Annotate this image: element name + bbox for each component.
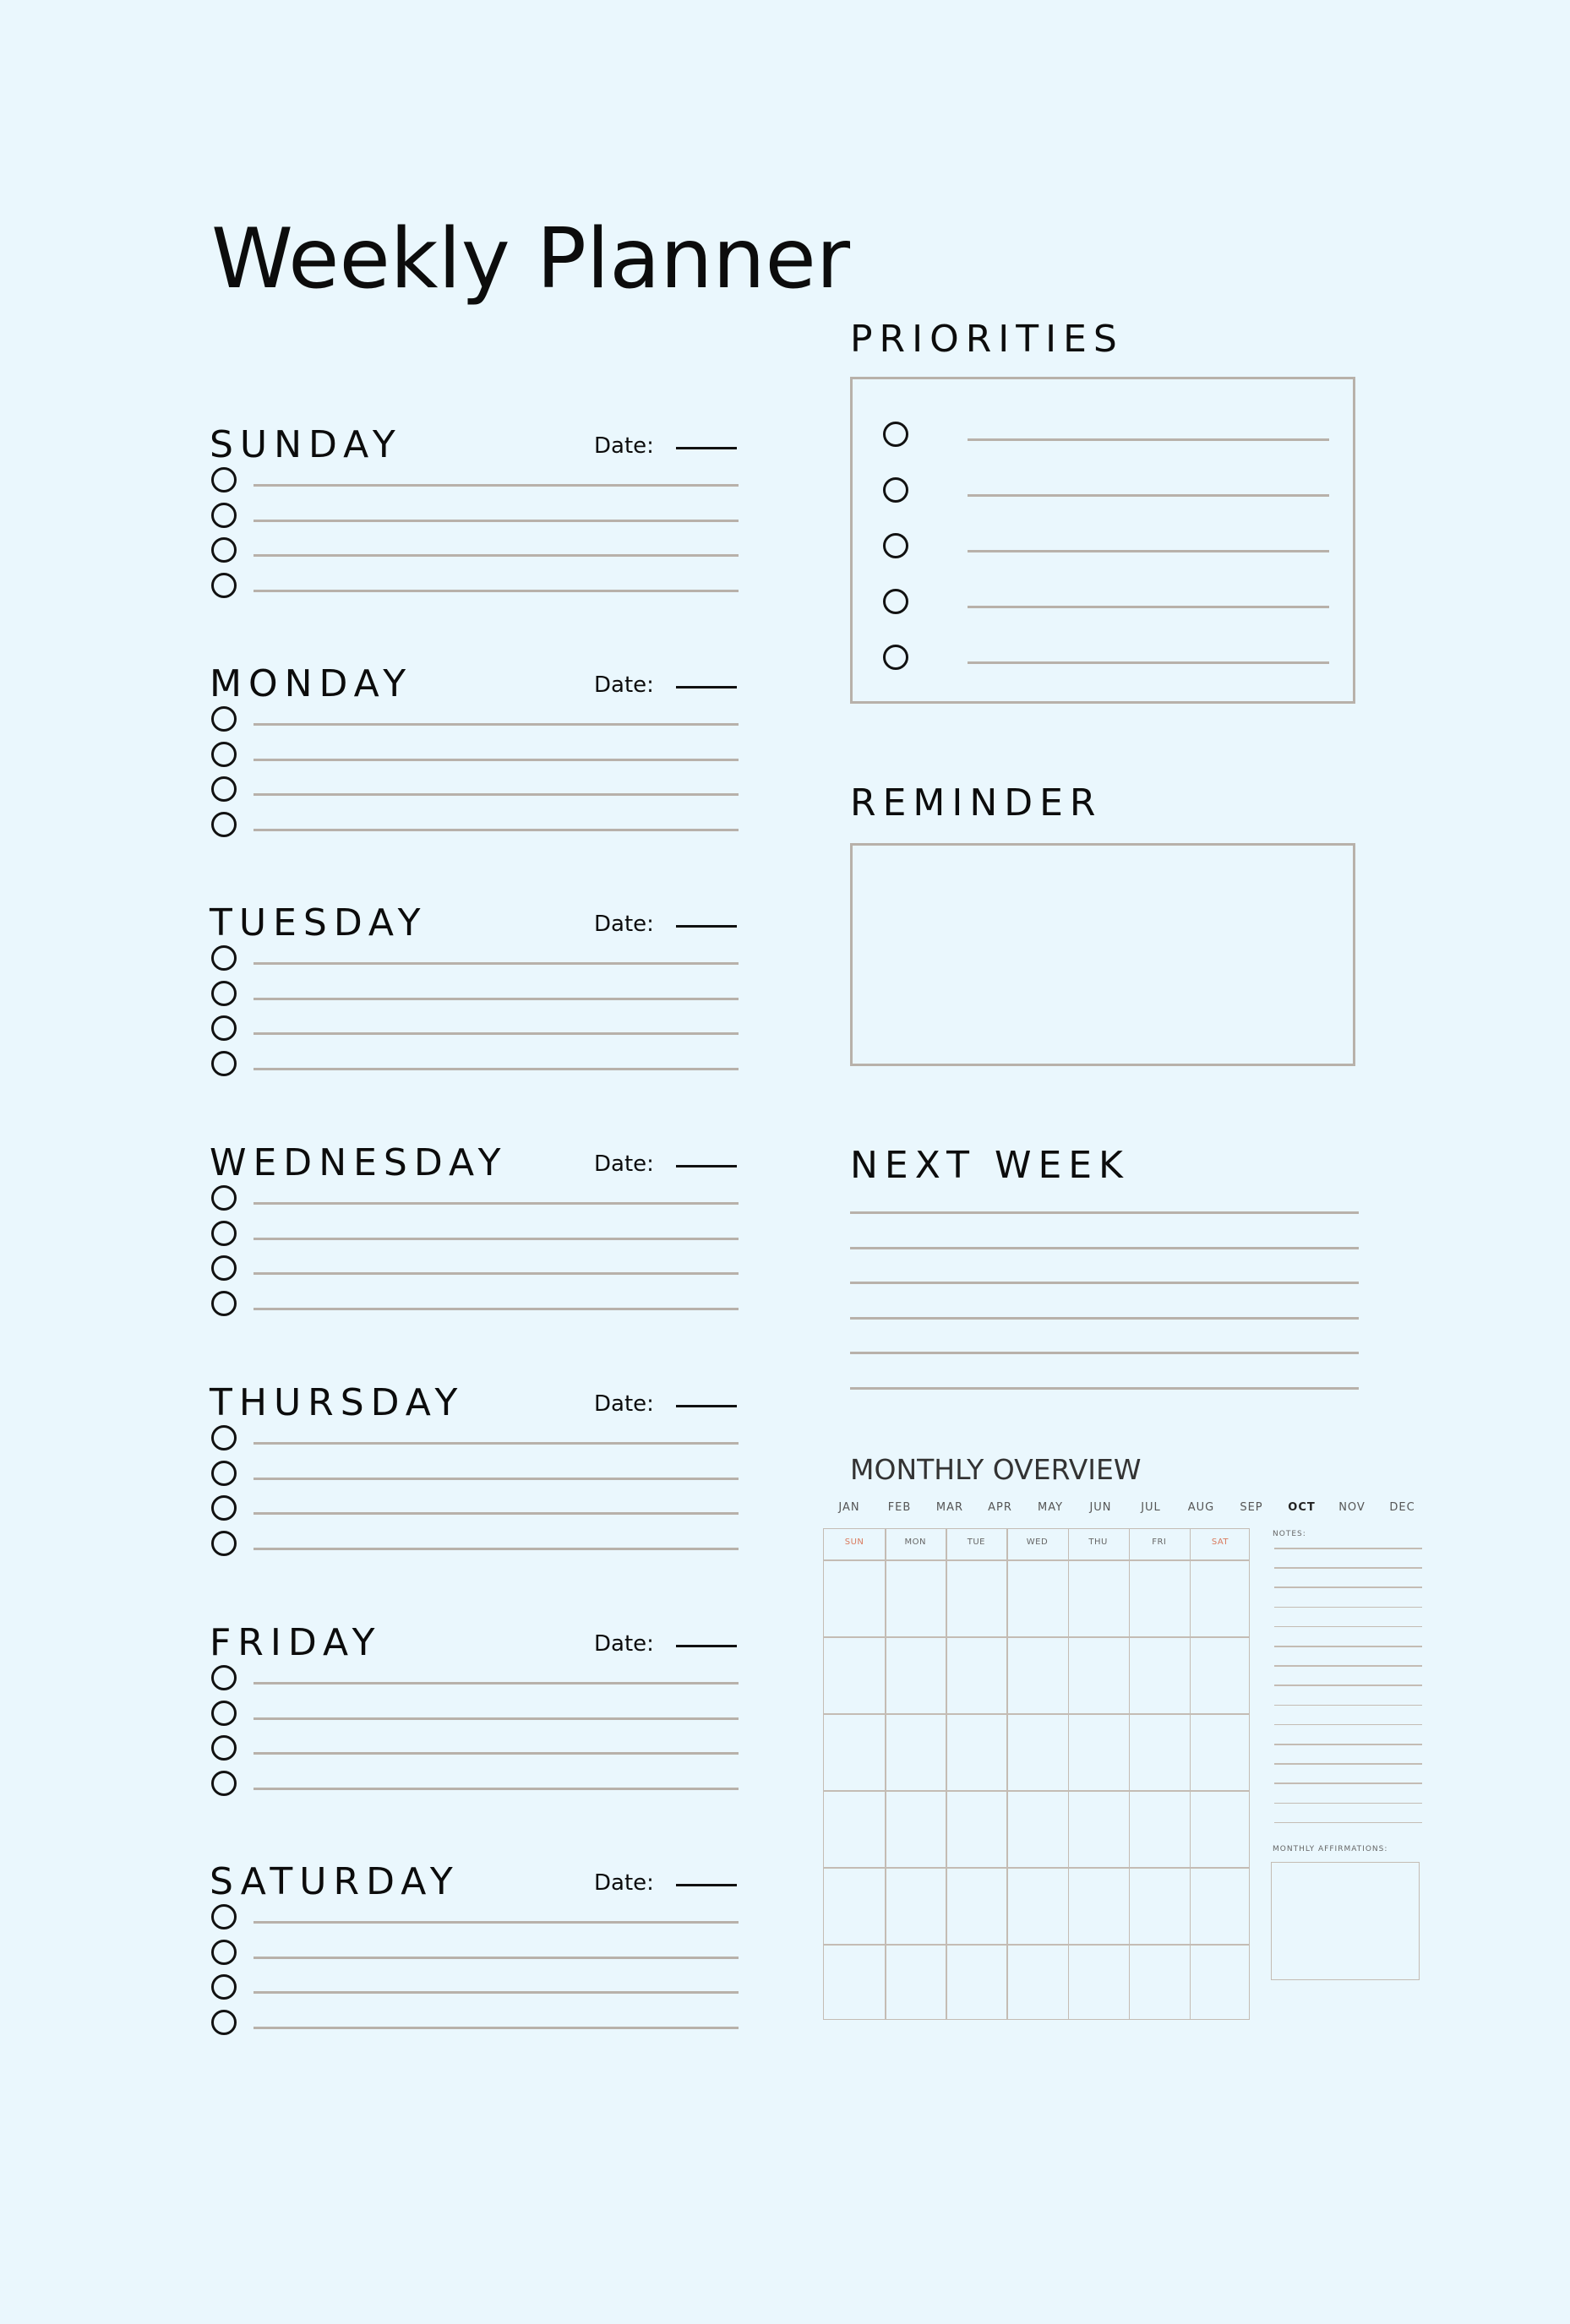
month-tab-aug[interactable]: AUG xyxy=(1187,1501,1215,1514)
affirmations-label: MONTHLY AFFIRMATIONS: xyxy=(1273,1845,1388,1853)
checkbox-circle-icon[interactable] xyxy=(883,422,908,447)
task-row xyxy=(210,1529,739,1556)
checkbox-circle-icon[interactable] xyxy=(883,589,908,614)
month-tab-oct[interactable]: OCT xyxy=(1288,1501,1316,1514)
grid-row-divider xyxy=(824,1559,1249,1561)
grid-row-divider xyxy=(824,1636,1249,1638)
priority-line[interactable] xyxy=(968,550,1329,552)
checkbox-circle-icon[interactable] xyxy=(211,1771,237,1796)
task-row xyxy=(210,775,739,802)
checkbox-circle-icon[interactable] xyxy=(211,812,237,837)
checkbox-circle-icon[interactable] xyxy=(211,1015,237,1041)
next-week-line[interactable] xyxy=(850,1211,1359,1214)
task-line[interactable] xyxy=(253,1068,739,1070)
date-input-line[interactable] xyxy=(676,1645,737,1647)
task-line[interactable] xyxy=(253,759,739,761)
task-row xyxy=(210,1769,739,1796)
task-row xyxy=(210,1254,739,1281)
date-input-line[interactable] xyxy=(676,686,737,688)
checkbox-circle-icon[interactable] xyxy=(211,1974,237,2000)
day-name: MONDAY xyxy=(210,662,413,705)
date-input-line[interactable] xyxy=(676,1165,737,1167)
note-line[interactable] xyxy=(1274,1646,1422,1647)
date-input-line[interactable] xyxy=(676,1884,737,1886)
affirmations-box[interactable] xyxy=(1271,1862,1420,1980)
priority-row xyxy=(883,587,1329,614)
date-label: Date: xyxy=(594,1870,654,1896)
day-section-sunday xyxy=(210,423,739,621)
grid-row-divider xyxy=(824,1944,1249,1946)
task-line[interactable] xyxy=(253,1512,739,1515)
date-input-line[interactable] xyxy=(676,447,737,449)
checkbox-circle-icon[interactable] xyxy=(211,537,237,563)
task-row xyxy=(210,1494,739,1521)
task-line[interactable] xyxy=(253,1442,739,1445)
next-week-line[interactable] xyxy=(850,1387,1359,1390)
checkbox-circle-icon[interactable] xyxy=(211,706,237,732)
checkbox-circle-icon[interactable] xyxy=(211,945,237,971)
date-label: Date: xyxy=(594,672,654,698)
priority-row xyxy=(883,476,1329,503)
checkbox-circle-icon[interactable] xyxy=(211,1221,237,1246)
task-row xyxy=(210,810,739,837)
checkbox-circle-icon[interactable] xyxy=(211,1940,237,1965)
grid-row-divider xyxy=(824,1790,1249,1792)
grid-column-divider xyxy=(1006,1529,1008,2019)
checkbox-circle-icon[interactable] xyxy=(211,1735,237,1761)
task-line[interactable] xyxy=(253,1032,739,1035)
task-row xyxy=(210,1938,739,1965)
checkbox-circle-icon[interactable] xyxy=(211,1185,237,1211)
task-line[interactable] xyxy=(253,1921,739,1924)
notes-label: NOTES: xyxy=(1273,1530,1306,1538)
weekday-label: SAT xyxy=(1211,1538,1229,1547)
day-name: SATURDAY xyxy=(210,1860,460,1903)
checkbox-circle-icon[interactable] xyxy=(211,573,237,598)
note-line[interactable] xyxy=(1274,1724,1422,1726)
priorities-box xyxy=(850,377,1355,704)
task-row xyxy=(210,1973,739,2000)
month-tab-jan[interactable]: JAN xyxy=(838,1501,860,1514)
checkbox-circle-icon[interactable] xyxy=(211,1255,237,1281)
checkbox-circle-icon[interactable] xyxy=(211,1701,237,1726)
checkbox-circle-icon[interactable] xyxy=(211,1665,237,1690)
reminder-title: REMINDER xyxy=(850,781,1103,825)
day-name: FRIDAY xyxy=(210,1621,382,1664)
note-line[interactable] xyxy=(1274,1744,1422,1745)
date-label: Date: xyxy=(594,433,654,459)
task-row xyxy=(210,1049,739,1076)
note-line[interactable] xyxy=(1274,1763,1422,1765)
priority-line[interactable] xyxy=(968,438,1329,441)
task-line[interactable] xyxy=(253,1991,739,1994)
task-line[interactable] xyxy=(253,998,739,1000)
task-row xyxy=(210,1423,739,1450)
task-line[interactable] xyxy=(253,1717,739,1720)
weekday-label: SUN xyxy=(844,1538,864,1547)
note-line[interactable] xyxy=(1274,1567,1422,1569)
task-row xyxy=(210,2008,739,2035)
monthly-overview-title: MONTHLY OVERVIEW xyxy=(850,1453,1142,1486)
next-week-line[interactable] xyxy=(850,1352,1359,1354)
task-row xyxy=(210,1699,739,1726)
task-row xyxy=(210,1733,739,1761)
task-line[interactable] xyxy=(253,793,739,796)
date-input-line[interactable] xyxy=(676,1405,737,1407)
task-row xyxy=(210,1902,739,1929)
month-tab-nov[interactable]: NOV xyxy=(1338,1501,1366,1514)
day-section-saturday xyxy=(210,1860,739,2058)
day-name: TUESDAY xyxy=(210,901,428,944)
checkbox-circle-icon[interactable] xyxy=(211,1461,237,1486)
task-row xyxy=(210,465,739,493)
task-row xyxy=(210,944,739,971)
day-section-wednesday xyxy=(210,1141,739,1339)
task-line[interactable] xyxy=(253,1478,739,1480)
month-tab-dec[interactable]: DEC xyxy=(1389,1501,1415,1514)
weekday-label: THU xyxy=(1088,1538,1108,1547)
note-line[interactable] xyxy=(1274,1705,1422,1706)
priorities-title: PRIORITIES xyxy=(850,318,1124,361)
date-label: Date: xyxy=(594,1151,654,1177)
weekday-label: TUE xyxy=(967,1538,985,1547)
task-row xyxy=(210,705,739,732)
weekday-label: FRI xyxy=(1152,1538,1167,1547)
monthly-calendar-grid xyxy=(823,1528,1250,2020)
task-row xyxy=(210,1219,739,1246)
checkbox-circle-icon[interactable] xyxy=(211,981,237,1006)
day-section-monday xyxy=(210,662,739,860)
checkbox-circle-icon[interactable] xyxy=(883,533,908,558)
note-line[interactable] xyxy=(1274,1607,1422,1608)
task-row xyxy=(210,1289,739,1316)
priority-row xyxy=(883,643,1329,670)
checkbox-circle-icon[interactable] xyxy=(211,776,237,802)
checkbox-circle-icon[interactable] xyxy=(211,467,237,493)
task-line[interactable] xyxy=(253,554,739,557)
date-label: Date: xyxy=(594,1391,654,1417)
task-row xyxy=(210,1014,739,1041)
task-row xyxy=(210,501,739,528)
next-week-line[interactable] xyxy=(850,1317,1359,1320)
note-line[interactable] xyxy=(1274,1665,1422,1667)
note-line[interactable] xyxy=(1274,1626,1422,1628)
next-week-line[interactable] xyxy=(850,1247,1359,1249)
note-line[interactable] xyxy=(1274,1587,1422,1588)
note-line[interactable] xyxy=(1274,1803,1422,1804)
weekday-label: MON xyxy=(904,1538,926,1547)
reminder-box[interactable] xyxy=(850,843,1355,1066)
checkbox-circle-icon[interactable] xyxy=(211,2010,237,2035)
date-label: Date: xyxy=(594,1631,654,1657)
task-line[interactable] xyxy=(253,1202,739,1205)
day-section-tuesday xyxy=(210,901,739,1099)
priority-line[interactable] xyxy=(968,661,1329,664)
task-row xyxy=(210,979,739,1006)
grid-column-divider xyxy=(1068,1529,1070,2019)
task-line[interactable] xyxy=(253,723,739,726)
date-label: Date: xyxy=(594,912,654,937)
task-row xyxy=(210,571,739,598)
note-line[interactable] xyxy=(1274,1684,1422,1686)
day-name: THURSDAY xyxy=(210,1381,465,1424)
month-tab-sep[interactable]: SEP xyxy=(1240,1501,1263,1514)
page-title: Weekly Planner xyxy=(211,211,851,308)
task-line[interactable] xyxy=(253,829,739,831)
next-week-line[interactable] xyxy=(850,1282,1359,1284)
note-line[interactable] xyxy=(1274,1782,1422,1784)
next-week-title: NEXT WEEK xyxy=(850,1144,1130,1187)
task-line[interactable] xyxy=(253,1238,739,1240)
task-row xyxy=(210,536,739,563)
checkbox-circle-icon[interactable] xyxy=(211,1495,237,1521)
checkbox-circle-icon[interactable] xyxy=(211,742,237,767)
task-row xyxy=(210,740,739,767)
task-line[interactable] xyxy=(253,484,739,487)
note-line[interactable] xyxy=(1274,1822,1422,1824)
task-line[interactable] xyxy=(253,1957,739,1959)
priority-line[interactable] xyxy=(968,494,1329,497)
grid-row-divider xyxy=(824,1867,1249,1869)
task-line[interactable] xyxy=(253,590,739,592)
checkbox-circle-icon[interactable] xyxy=(211,503,237,528)
checkbox-circle-icon[interactable] xyxy=(883,477,908,503)
task-line[interactable] xyxy=(253,962,739,965)
grid-column-divider xyxy=(1190,1529,1191,2019)
grid-column-divider xyxy=(946,1529,947,2019)
month-tab-jun[interactable]: JUN xyxy=(1089,1501,1112,1514)
note-line[interactable] xyxy=(1274,1548,1422,1549)
priority-row xyxy=(883,420,1329,447)
task-line[interactable] xyxy=(253,1272,739,1275)
month-tab-mar[interactable]: MAR xyxy=(935,1501,964,1514)
date-input-line[interactable] xyxy=(676,925,737,928)
task-row xyxy=(210,1663,739,1690)
grid-column-divider xyxy=(1129,1529,1131,2019)
task-line[interactable] xyxy=(253,1308,739,1310)
month-tab-feb[interactable]: FEB xyxy=(887,1501,912,1514)
priority-line[interactable] xyxy=(968,606,1329,608)
task-line[interactable] xyxy=(253,1682,739,1684)
checkbox-circle-icon[interactable] xyxy=(211,1531,237,1556)
day-name: SUNDAY xyxy=(210,423,402,466)
weekday-label: WED xyxy=(1026,1538,1049,1547)
month-tab-may[interactable]: MAY xyxy=(1037,1501,1064,1514)
task-line[interactable] xyxy=(253,1752,739,1755)
grid-row-divider xyxy=(824,1713,1249,1715)
task-line[interactable] xyxy=(253,1788,739,1790)
grid-column-divider xyxy=(885,1529,886,2019)
day-name: WEDNESDAY xyxy=(210,1141,508,1184)
checkbox-circle-icon[interactable] xyxy=(211,1904,237,1929)
task-line[interactable] xyxy=(253,1548,739,1550)
checkbox-circle-icon[interactable] xyxy=(211,1425,237,1450)
month-tab-jul[interactable]: JUL xyxy=(1141,1501,1161,1514)
day-section-thursday xyxy=(210,1381,739,1579)
month-tab-apr[interactable]: APR xyxy=(988,1501,1012,1514)
checkbox-circle-icon[interactable] xyxy=(883,645,908,670)
priority-row xyxy=(883,531,1329,558)
checkbox-circle-icon[interactable] xyxy=(211,1291,237,1316)
task-row xyxy=(210,1459,739,1486)
task-line[interactable] xyxy=(253,520,739,522)
task-row xyxy=(210,1184,739,1211)
month-selector xyxy=(824,1501,1415,1518)
day-section-friday xyxy=(210,1621,739,1819)
task-line[interactable] xyxy=(253,2027,739,2029)
checkbox-circle-icon[interactable] xyxy=(211,1051,237,1076)
